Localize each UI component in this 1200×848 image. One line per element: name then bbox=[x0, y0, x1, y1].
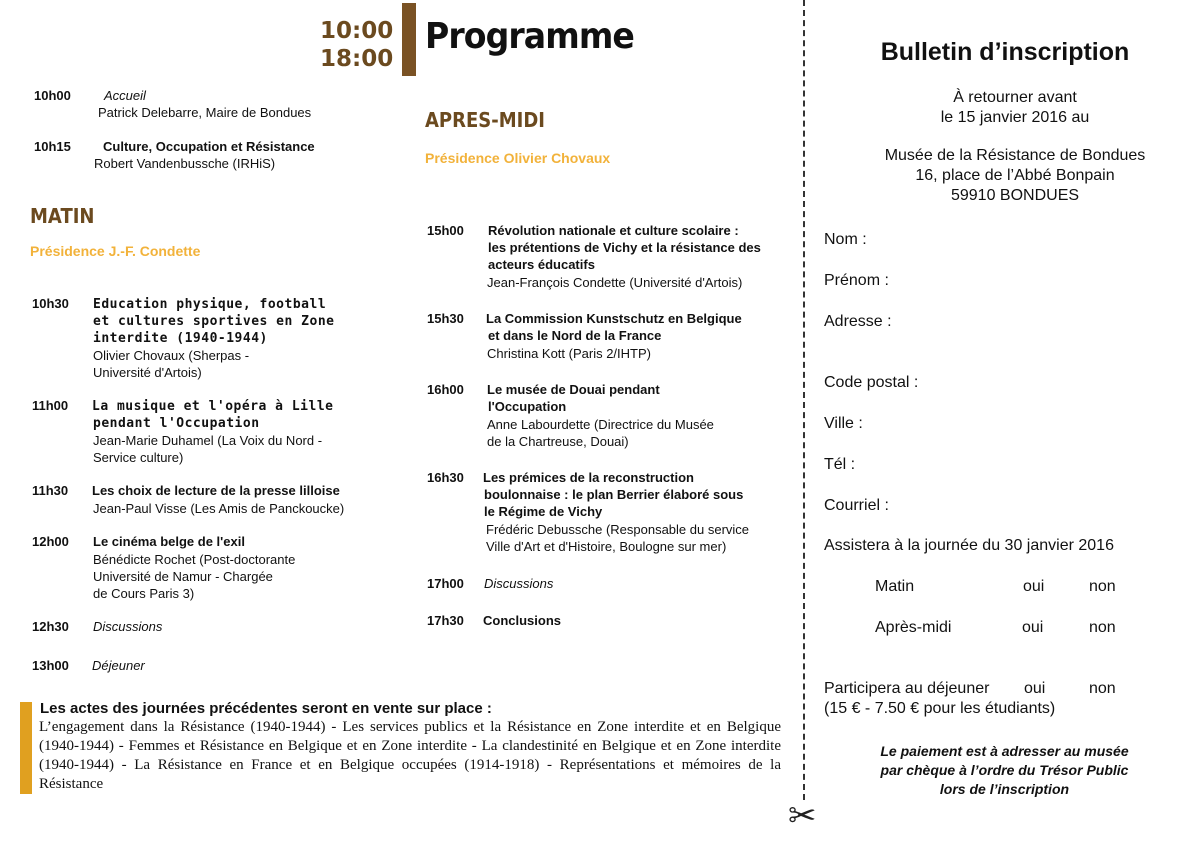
session-speaker-line: Jean-Paul Visse (Les Amis de Panckoucke) bbox=[93, 501, 345, 516]
payment-line-1: Le paiement est à adresser au musée bbox=[880, 743, 1129, 759]
session-time: 11h30 bbox=[32, 483, 69, 498]
address-line-2: 16, place de l’Abbé Bonpain bbox=[915, 167, 1115, 184]
session-time: 12h00 bbox=[32, 534, 69, 549]
opening-title-2: Culture, Occupation et Résistance bbox=[103, 139, 315, 154]
option-apres-midi-non[interactable]: non bbox=[1089, 619, 1116, 636]
actes-body: L’engagement dans la Résistance (1940-1944) - Les services publics et la Résistance en Zone interdite et en Belgique (1940-1944) - Femmes et Résistance en Belgique et en Zone interdite - La clandestinité en Belgique et en Zone interdite (1940-1944) - La Résistance en France et en Belgique occupées (1914-1918) - Représentations et mémoires de la Résistance bbox=[39, 719, 781, 792]
opening-time-1: 10h00 bbox=[34, 88, 71, 103]
session-time: 12h30 bbox=[32, 619, 69, 634]
opening-speaker-1: Patrick Delebarre, Maire de Bondues bbox=[98, 105, 312, 120]
session-speaker-line: Ville d'Art et d'Histoire, Boulogne sur mer) bbox=[486, 539, 727, 554]
price-line: (15 € - 7.50 € pour les étudiants) bbox=[824, 700, 1056, 717]
session-title-line: Le musée de Douai pendant bbox=[487, 382, 660, 397]
session-time: 10h30 bbox=[32, 296, 69, 311]
session-speaker-line: Jean-François Condette (Université d'Artois) bbox=[487, 275, 743, 290]
session-time: 11h00 bbox=[32, 398, 69, 413]
session-speaker-line: Christina Kott (Paris 2/IHTP) bbox=[487, 346, 651, 361]
morning-presidency: Présidence J.-F. Condette bbox=[30, 243, 201, 259]
session-time: 15h30 bbox=[427, 311, 464, 326]
session-label: Discussions bbox=[484, 576, 554, 591]
session-speaker-line: Université de Namur - Chargée bbox=[93, 569, 273, 584]
opening-title-1: Accueil bbox=[104, 88, 146, 103]
session-time: 17h00 bbox=[427, 576, 464, 591]
afternoon-presidency: Présidence Olivier Chovaux bbox=[425, 150, 611, 166]
payment-line-2: par chèque à l’ordre du Trésor Public bbox=[880, 762, 1129, 778]
session-title-line: et dans le Nord de la France bbox=[488, 328, 662, 343]
session-label: Déjeuner bbox=[92, 658, 145, 673]
session-title-line: Les choix de lecture de la presse lilloise bbox=[92, 483, 340, 498]
attend-label: Assistera à la journée du 30 janvier 2016 bbox=[824, 537, 1114, 554]
morning-heading: MATIN bbox=[30, 204, 95, 228]
field-adresse[interactable]: Adresse : bbox=[824, 313, 892, 330]
opening-speaker-2: Robert Vandenbussche (IRHiS) bbox=[94, 156, 276, 171]
session-speaker-line: Olivier Chovaux (Sherpas - bbox=[93, 348, 250, 363]
session-speaker-line: Service culture) bbox=[93, 450, 184, 465]
session-speaker-line: Bénédicte Rochet (Post-doctorante bbox=[93, 552, 296, 567]
cut-line bbox=[803, 0, 805, 800]
session-title-line: les prétentions de Vichy et la résistance des bbox=[488, 240, 761, 255]
lunch-oui[interactable]: oui bbox=[1024, 680, 1046, 697]
session-speaker-line: Anne Labourdette (Directrice du Musée bbox=[487, 417, 714, 432]
session-title-line: pendant l'Occupation bbox=[93, 416, 260, 431]
session-title-line: interdite (1940-1944) bbox=[93, 331, 268, 346]
payment-line-3: lors de l’inscription bbox=[939, 781, 1070, 797]
lunch-label: Participera au déjeuner bbox=[824, 680, 990, 697]
option-matin-non[interactable]: non bbox=[1089, 578, 1116, 595]
session-time: 13h00 bbox=[32, 658, 69, 673]
session-title-line: boulonnaise : le plan Berrier élaboré sous bbox=[484, 487, 744, 502]
session-title-line: Education physique, football bbox=[93, 297, 327, 312]
session-time: 17h30 bbox=[427, 613, 464, 628]
option-label-apres-midi: Après-midi bbox=[875, 619, 952, 636]
session-title-line: l'Occupation bbox=[488, 399, 567, 414]
address-line-3: 59910 BONDUES bbox=[950, 187, 1080, 204]
session-speaker-line: Jean-Marie Duhamel (La Voix du Nord - bbox=[93, 433, 323, 448]
session-label: Discussions bbox=[93, 619, 163, 634]
opening-time-2: 10h15 bbox=[34, 139, 71, 154]
session-title-line: et cultures sportives en Zone bbox=[93, 314, 335, 329]
session-title-line: acteurs éducatifs bbox=[488, 257, 595, 272]
session-time: 16h30 bbox=[427, 470, 464, 485]
bulletin-title: Bulletin d’inscription bbox=[880, 38, 1130, 66]
session-title-line: La musique et l'opéra à Lille bbox=[92, 399, 334, 414]
field-courriel[interactable]: Courriel : bbox=[824, 497, 889, 514]
field-code-postal[interactable]: Code postal : bbox=[824, 374, 919, 391]
session-title-line: le Régime de Vichy bbox=[484, 504, 603, 519]
field-tel[interactable]: Tél : bbox=[824, 456, 856, 473]
lunch-non[interactable]: non bbox=[1089, 680, 1116, 697]
field-nom[interactable]: Nom : bbox=[824, 231, 867, 248]
option-apres-midi-oui[interactable]: oui bbox=[1022, 619, 1044, 636]
session-speaker-line: Frédéric Debussche (Responsable du service bbox=[486, 522, 750, 537]
return-line-1: À retourner avant bbox=[953, 89, 1077, 106]
actes-accent-bar bbox=[20, 702, 32, 794]
session-time: 15h00 bbox=[427, 223, 464, 238]
scissors-icon: ✂ bbox=[788, 797, 817, 835]
session-title-line: Le cinéma belge de l'exil bbox=[93, 534, 245, 549]
session-label: Conclusions bbox=[483, 613, 562, 628]
option-label-matin: Matin bbox=[875, 578, 915, 595]
return-line-2: le 15 janvier 2016 au bbox=[940, 109, 1090, 126]
session-speaker-line: Université d'Artois) bbox=[93, 365, 202, 380]
field-prenom[interactable]: Prénom : bbox=[824, 272, 889, 289]
address-line-1: Musée de la Résistance de Bondues bbox=[884, 147, 1146, 164]
field-ville[interactable]: Ville : bbox=[824, 415, 863, 432]
session-title-line: La Commission Kunstschutz en Belgique bbox=[486, 311, 742, 326]
session-speaker-line: de Cours Paris 3) bbox=[93, 586, 195, 601]
end-time: 18:00 bbox=[320, 46, 394, 72]
afternoon-heading: APRES-MIDI bbox=[425, 108, 545, 132]
option-matin-oui[interactable]: oui bbox=[1023, 578, 1045, 595]
session-title-line: Révolution nationale et culture scolaire : bbox=[488, 223, 739, 238]
start-time: 10:00 bbox=[320, 18, 394, 44]
session-time: 16h00 bbox=[427, 382, 464, 397]
page-title: Programme bbox=[425, 16, 634, 57]
actes-heading: Les actes des journées précédentes seront en vente sur place : bbox=[40, 700, 492, 717]
session-speaker-line: de la Chartreuse, Douai) bbox=[487, 434, 629, 449]
title-accent-bar bbox=[402, 3, 416, 76]
session-title-line: Les prémices de la reconstruction bbox=[483, 470, 694, 485]
